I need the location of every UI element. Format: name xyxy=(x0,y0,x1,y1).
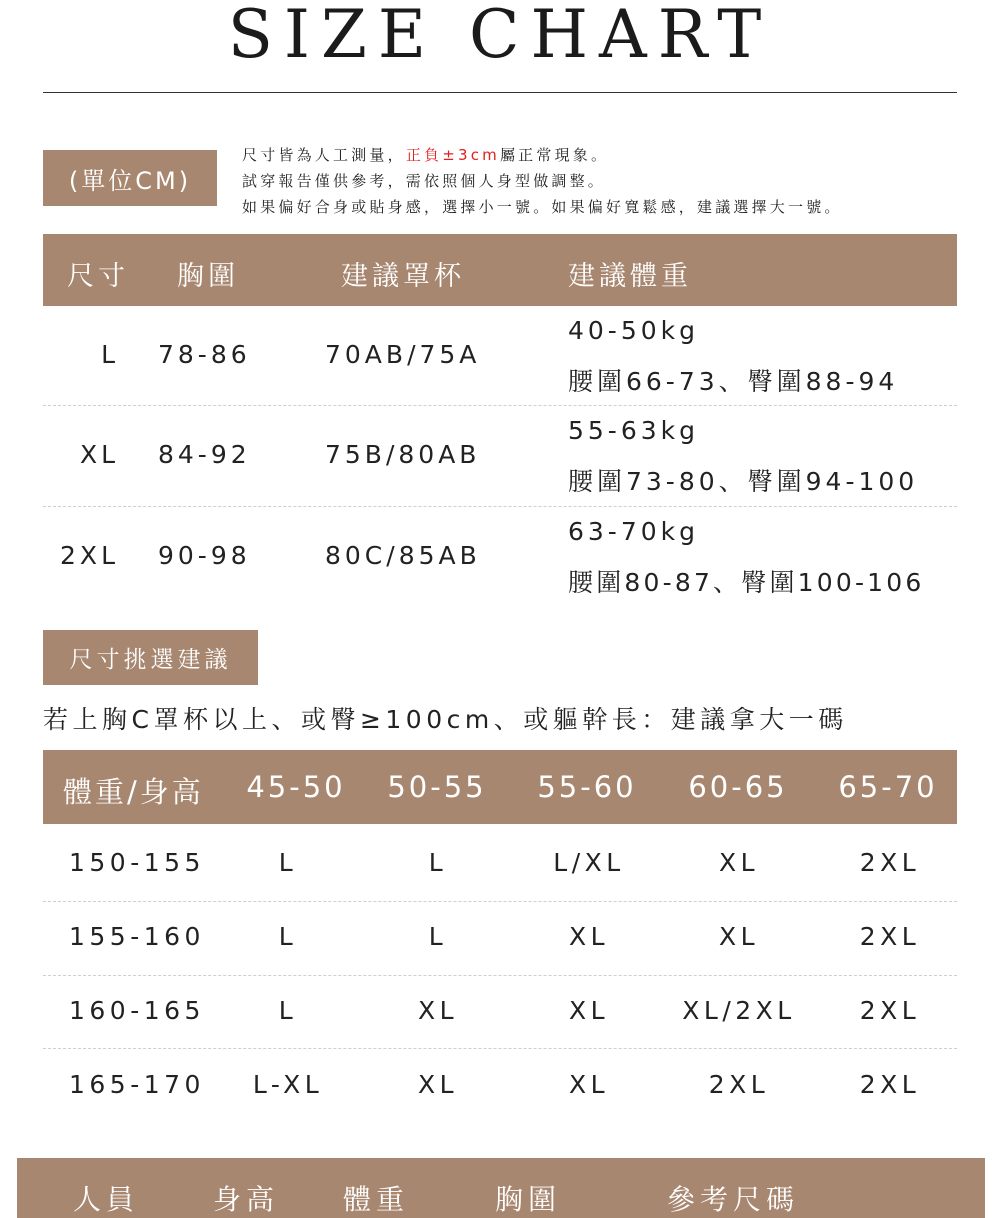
cell-fit: L xyxy=(278,996,298,1025)
advice-text: 若上胸C罩杯以上、或臀≥100cm、或軀幹長：建議拿大一碼 xyxy=(43,705,848,734)
cell-fit: 2XL xyxy=(859,1070,921,1099)
cell-fit: 2XL xyxy=(708,1070,770,1099)
cell-detail: 腰圍66-73、臀圍88-94 xyxy=(568,367,899,396)
header-weight: 建議體重 xyxy=(568,261,692,292)
size-table-header xyxy=(43,234,957,306)
cell-fit: 2XL xyxy=(859,922,921,951)
measurement-notes xyxy=(242,142,843,220)
cell-height: 155-160 xyxy=(69,922,205,951)
cell-weight: 40-50kg xyxy=(568,316,699,345)
header-cup: 建議罩杯 xyxy=(341,261,465,292)
note-text: 尺寸皆為人工測量， xyxy=(242,146,406,164)
header-size: 尺寸 xyxy=(67,261,129,292)
fit-table-header xyxy=(43,750,957,824)
cell-fit: XL xyxy=(417,1070,459,1099)
cell-fit: L xyxy=(278,922,298,951)
cell-fit: L/XL xyxy=(553,848,625,877)
cell-fit: XL xyxy=(568,1070,610,1099)
cell-chest: 90-98 xyxy=(158,541,251,570)
cell-detail: 腰圍80-87、臀圍100-106 xyxy=(568,568,925,597)
cell-height: 150-155 xyxy=(69,848,205,877)
header-weight-5: 65-70 xyxy=(838,770,938,804)
model-table-header xyxy=(17,1158,985,1218)
header-corner: 體重/身高 xyxy=(63,775,204,809)
header-height: 身高 xyxy=(213,1183,280,1216)
table-row xyxy=(43,306,957,406)
table-row xyxy=(43,826,957,900)
table-row xyxy=(43,974,957,1048)
note-line-1 xyxy=(242,142,843,168)
header-weight-2: 50-55 xyxy=(387,770,487,804)
advice-badge: 尺寸挑選建議 xyxy=(43,630,258,685)
cell-fit: L xyxy=(428,848,448,877)
note-line-2: 試穿報告僅供參考，需依照個人身型做調整。 xyxy=(242,172,607,190)
header-weight-1: 45-50 xyxy=(246,770,346,804)
cell-chest: 78-86 xyxy=(158,340,251,369)
cell-fit: L-XL xyxy=(252,1070,324,1099)
cell-weight: 63-70kg xyxy=(568,517,699,546)
tolerance-highlight: 正負±3cm xyxy=(405,146,500,164)
header-chest: 胸圍 xyxy=(177,261,239,292)
cell-fit: 2XL xyxy=(859,996,921,1025)
title-divider xyxy=(43,92,957,93)
cell-fit: 2XL xyxy=(859,848,921,877)
unit-badge: (單位CM) xyxy=(43,150,217,206)
cell-size: 2XL xyxy=(60,541,119,570)
cell-cup: 80C/85AB xyxy=(325,541,481,570)
cell-detail: 腰圍73-80、臀圍94-100 xyxy=(568,467,919,496)
header-ref-size: 參考尺碼 xyxy=(667,1183,800,1216)
cell-chest: 84-92 xyxy=(158,440,251,469)
cell-fit: XL xyxy=(568,922,610,951)
cell-fit: L xyxy=(278,848,298,877)
cell-fit: XL xyxy=(417,996,459,1025)
header-person: 人員 xyxy=(73,1183,140,1216)
cell-size: XL xyxy=(79,440,119,469)
cell-fit: XL xyxy=(718,848,760,877)
cell-height: 160-165 xyxy=(69,996,205,1025)
table-row xyxy=(43,406,957,506)
cell-cup: 75B/80AB xyxy=(325,440,481,469)
page-title: SIZE CHART xyxy=(227,0,773,73)
cell-height: 165-170 xyxy=(69,1070,205,1099)
header-weight-3: 55-60 xyxy=(537,770,637,804)
cell-fit: XL/2XL xyxy=(682,996,796,1025)
note-text: 屬正常現象。 xyxy=(499,146,610,164)
header-weight-4: 60-65 xyxy=(688,770,788,804)
header-chest: 胸圍 xyxy=(495,1183,562,1216)
cell-cup: 70AB/75A xyxy=(325,340,481,369)
cell-fit: XL xyxy=(718,922,760,951)
table-row xyxy=(43,900,957,974)
cell-fit: L xyxy=(428,922,448,951)
cell-weight: 55-63kg xyxy=(568,416,699,445)
table-row xyxy=(43,507,957,607)
table-row xyxy=(43,1048,957,1122)
cell-size: L xyxy=(101,340,119,369)
cell-fit: XL xyxy=(568,996,610,1025)
note-line-3: 如果偏好合身或貼身感，選擇小一號。如果偏好寬鬆感，建議選擇大一號。 xyxy=(242,198,843,216)
header-weight: 體重 xyxy=(343,1183,410,1216)
